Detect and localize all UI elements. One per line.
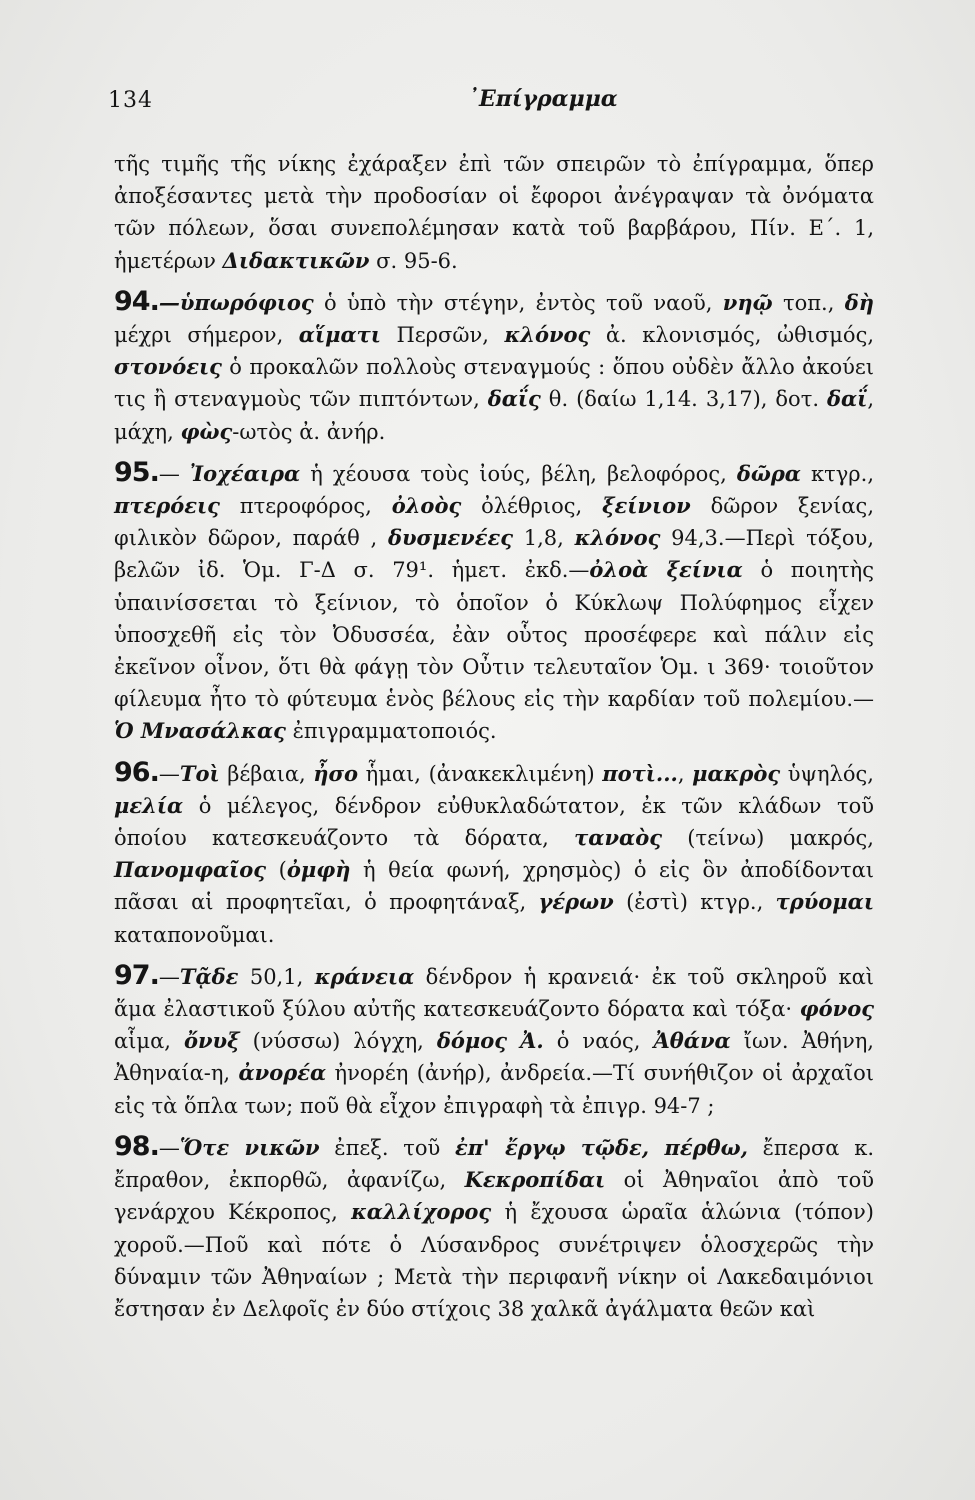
gloss-text: οἱ Ἀθηναῖοι ἀπὸ τοῦ γενάρχου Κέκροπος, xyxy=(114,1168,874,1225)
intro-text: τῆς τιμῆς τῆς νίκης ἐχάραξεν ἐπὶ τῶν σπειρῶν τὸ ἐπίγραμμα, ὅπερ ἀποξέσαντες μετὰ τὴν προδοσίαν οἱ ἔφοροι ἀνέγραψαν τὰ ὀνόματα τῶν πόλεων, ὅσαι συνεπολέμησαν κατὰ τοῦ βαρβάρου, Πίν. Ε΄. 1, ἡμετέρων xyxy=(114,152,874,273)
headword: δαΐ xyxy=(826,386,868,412)
headword: Ὅτε νικῶν xyxy=(179,1134,320,1160)
headword: νηῷ xyxy=(722,289,773,315)
gloss-text: — xyxy=(158,964,180,989)
gloss-text: μέχρι σήμερον, xyxy=(114,323,299,348)
headword: ἦσο xyxy=(313,760,359,786)
gloss-text: κτγρ., xyxy=(800,461,874,486)
gloss-text: τοπ., xyxy=(772,290,845,315)
gloss-text: ὁ ποιητὴς ὑπαινίσσεται τὸ ξείνιον, τὸ ὁποῖον ὁ Κύκλωψ Πολύφημος εἶχεν ὑποσχεθῆ εἰς τὸν Ὀδυσσέα, ἐὰν οὗτος προσέφερε καὶ πάλιν εἰς ἐκεῖνον οἶνον, ὅτι θὰ φάγῃ τὸν Οὖτιν τελευταῖον Ὁμ. ι 369· τοιοῦτον φίλευμα ἦτο τὸ φύτευμα ἑνὸς βέλους εἰς τὴν καρδίαν τοῦ πολεμίου.— xyxy=(114,558,874,712)
headword: Ἀ. xyxy=(520,1028,544,1054)
headword: ὀλοὸς xyxy=(391,493,462,519)
gloss-text: αἷμα, xyxy=(114,1029,184,1054)
headword: τρύομαι xyxy=(775,889,874,915)
gloss-text: ἡ χέουσα τοὺς ἰούς, βέλη, βελοφόρος, xyxy=(300,461,737,486)
gloss-text: ἔπερσα κ. ἔπραθον, ἐκπορθῶ, ἀφανίζω, xyxy=(114,1135,875,1193)
headword: στονόεις xyxy=(114,354,222,380)
headword: δαΐς xyxy=(487,386,541,412)
intro-ref-bold: Διδακτικῶν xyxy=(222,247,370,273)
headword: ὀμφὴ xyxy=(286,857,351,883)
headword: ὀλοὰ ξείνια xyxy=(589,557,743,583)
headword: δὴ xyxy=(844,289,874,315)
headword: κλόνος xyxy=(574,525,661,551)
entry-number: 95. xyxy=(114,456,159,488)
gloss-text: καταπονοῦμαι. xyxy=(114,922,275,947)
gloss-text: 50,1, xyxy=(238,964,315,989)
entry-number: 97. xyxy=(114,959,159,991)
gloss-text: ἡ ἔχουσα ὡραῖα ἁλώνια (τόπον) χοροῦ.—Ποῦ καὶ πότε ὁ Λύσανδρος συνέτριψεν ὁλοσχερῶς τὴν δύναμιν τῶν Ἀθηναίων ; Μετὰ τὴν περιφανῆ νίκην οἱ Λακεδαιμόνιοι ἔστησαν ἐν Δελφοῖς ἐν δύο στίχοις 38 χαλκᾶ ἀγάλματα θεῶν καὶ xyxy=(114,1200,874,1321)
gloss-text: ἧμαι, (ἀνακεκλιμένη) xyxy=(358,761,603,786)
gloss-text: ἡ θεία φωνή, χρησμὸς) ὁ εἰς ὃν ἀποδίδονται πᾶσαι αἱ προφητεῖαι, ὁ προφητάναξ, xyxy=(114,858,874,915)
page-header xyxy=(0,88,975,118)
headword: Ἰοχέαιρα xyxy=(189,460,301,486)
entry-94 xyxy=(114,286,874,448)
headword: μελία xyxy=(114,792,184,818)
headword: φόνος xyxy=(799,996,874,1022)
gloss-text: δένδρον ἡ κρανειά· ἐκ τοῦ σκληροῦ καὶ ἅμα ἐλαστικοῦ ξύλου αὐτῆς κατεσκευάζοντο δόρατα καὶ τόξα· xyxy=(114,964,874,1022)
entry-96 xyxy=(114,757,874,951)
gloss-text: , xyxy=(677,761,693,786)
gloss-text: ἠνορέη (ἀνήρ), ἀνδρεία.—Τί συνήθιζον οἱ ἀρχαῖοι εἰς τὰ ὅπλα των; ποῦ θὰ εἶχον ἐπιγραφὴ τὰ ἐπιγρ. 94-7 ; xyxy=(114,1061,875,1118)
gloss-text: ὁ μέλεγος, δένδρον εὐθυκλαδώτατον, ἐκ τῶν κλάδων τοῦ ὁποίου κατεσκευάζοντο τὰ δόρατα, xyxy=(114,793,874,851)
gloss-text: — xyxy=(158,461,190,486)
headword: γέρων xyxy=(538,889,614,915)
gloss-text xyxy=(507,1029,520,1053)
headword: αἵματι xyxy=(298,322,381,348)
headword: πτερόεις xyxy=(114,493,220,519)
gloss-text: ὁ ὑπὸ τὴν στέγην, ἐντὸς τοῦ ναοῦ, xyxy=(313,290,723,315)
headword: Τᾷδε xyxy=(179,963,239,989)
headword: δῶρα xyxy=(736,460,801,486)
gloss-text: , μάχη, xyxy=(114,387,874,444)
gloss-text: ὑψηλός, xyxy=(780,761,874,786)
gloss-text: πτεροφόρος, xyxy=(219,494,392,519)
gloss-text: δῶρον ξενίας, φιλικὸν δῶρον, παράθ , xyxy=(114,494,874,551)
headword: Ἀθάνα xyxy=(653,1028,731,1054)
headword: φὼς xyxy=(180,418,233,444)
gloss-text: — xyxy=(158,761,180,786)
running-title: ᾿Επίγραμμα xyxy=(468,86,618,112)
headword: Τοὶ xyxy=(179,760,220,786)
headword: —ὑπωρόφιος xyxy=(158,289,314,315)
headword: ὄνυξ xyxy=(183,1028,240,1054)
gloss-text: ἴων. Ἀθήνη, Ἀθηναία-η, xyxy=(114,1029,874,1086)
headword: ἀνορέα xyxy=(238,1060,327,1086)
headword: ποτὶ... xyxy=(602,760,678,786)
gloss-text: θ. (δαίω 1,14. 3,17), δοτ. xyxy=(540,387,827,412)
intro-ref-tail: σ. 95-6. xyxy=(369,248,458,273)
entries xyxy=(114,286,874,1325)
gloss-text: ἐπεξ. τοῦ xyxy=(319,1135,455,1160)
entry-number: 94. xyxy=(114,285,159,317)
entry-95 xyxy=(114,457,874,748)
gloss-text: (ἐστὶ) κτγρ., xyxy=(613,890,776,915)
entry-97 xyxy=(114,960,874,1122)
gloss-text: ἐπιγραμματοποιός. xyxy=(285,719,497,744)
headword: δόμος xyxy=(436,1028,508,1054)
headword: Ὁ Μνασάλκας xyxy=(114,718,286,744)
headword: δυσμενέες xyxy=(387,525,514,551)
body-text xyxy=(114,148,874,1325)
headword: ξείνιον xyxy=(602,493,691,519)
gloss-text: — xyxy=(158,1135,180,1160)
entry-number: 98. xyxy=(114,1130,159,1162)
headword: ταναὸς xyxy=(574,825,662,851)
headword: Πανομφαῖος xyxy=(114,857,267,883)
gloss-text: ἀ. κλονισμός, ὠθισμός, xyxy=(590,323,875,348)
gloss-text: 94,3.—Περὶ τόξου, βελῶν ἰδ. Ὁμ. Γ-Δ σ. 79¹. ἡμετ. ἐκδ.— xyxy=(114,526,874,583)
headword: μακρὸς xyxy=(692,760,781,786)
entry-number: 96. xyxy=(114,756,159,788)
headword: κράνεια xyxy=(314,963,415,989)
intro-paragraph xyxy=(114,148,874,277)
gloss-text: Περσῶν, xyxy=(380,323,505,348)
page-number: 134 xyxy=(108,88,153,113)
headword: ἐπ' ἔργῳ τῷδε, πέρθω, xyxy=(455,1134,748,1160)
gloss-text: ( xyxy=(266,858,287,883)
gloss-text: -ωτὸς ἀ. ἀνήρ. xyxy=(232,419,386,444)
headword: Κεκροπίδαι xyxy=(464,1167,606,1193)
gloss-text: ὁ προκαλῶν πολλοὺς στεναγμούς : ὅπου οὐδὲν ἄλλο ἀκούει τις ἢ στεναγμοὺς τῶν πιπτόντων, xyxy=(114,355,874,412)
headword: καλλίχορος xyxy=(351,1199,492,1225)
gloss-text: ὁ ναός, xyxy=(543,1029,654,1054)
gloss-text: 1,8, xyxy=(513,526,575,551)
gloss-text: ὀλέθριος, xyxy=(461,494,603,519)
gloss-text: (νύσσω) λόγχη, xyxy=(239,1029,437,1054)
gloss-text: βέβαια, xyxy=(219,761,314,786)
gloss-text: (τείνω) μακρός, xyxy=(662,826,874,851)
entry-98 xyxy=(114,1131,874,1325)
headword: κλόνος xyxy=(504,322,591,348)
